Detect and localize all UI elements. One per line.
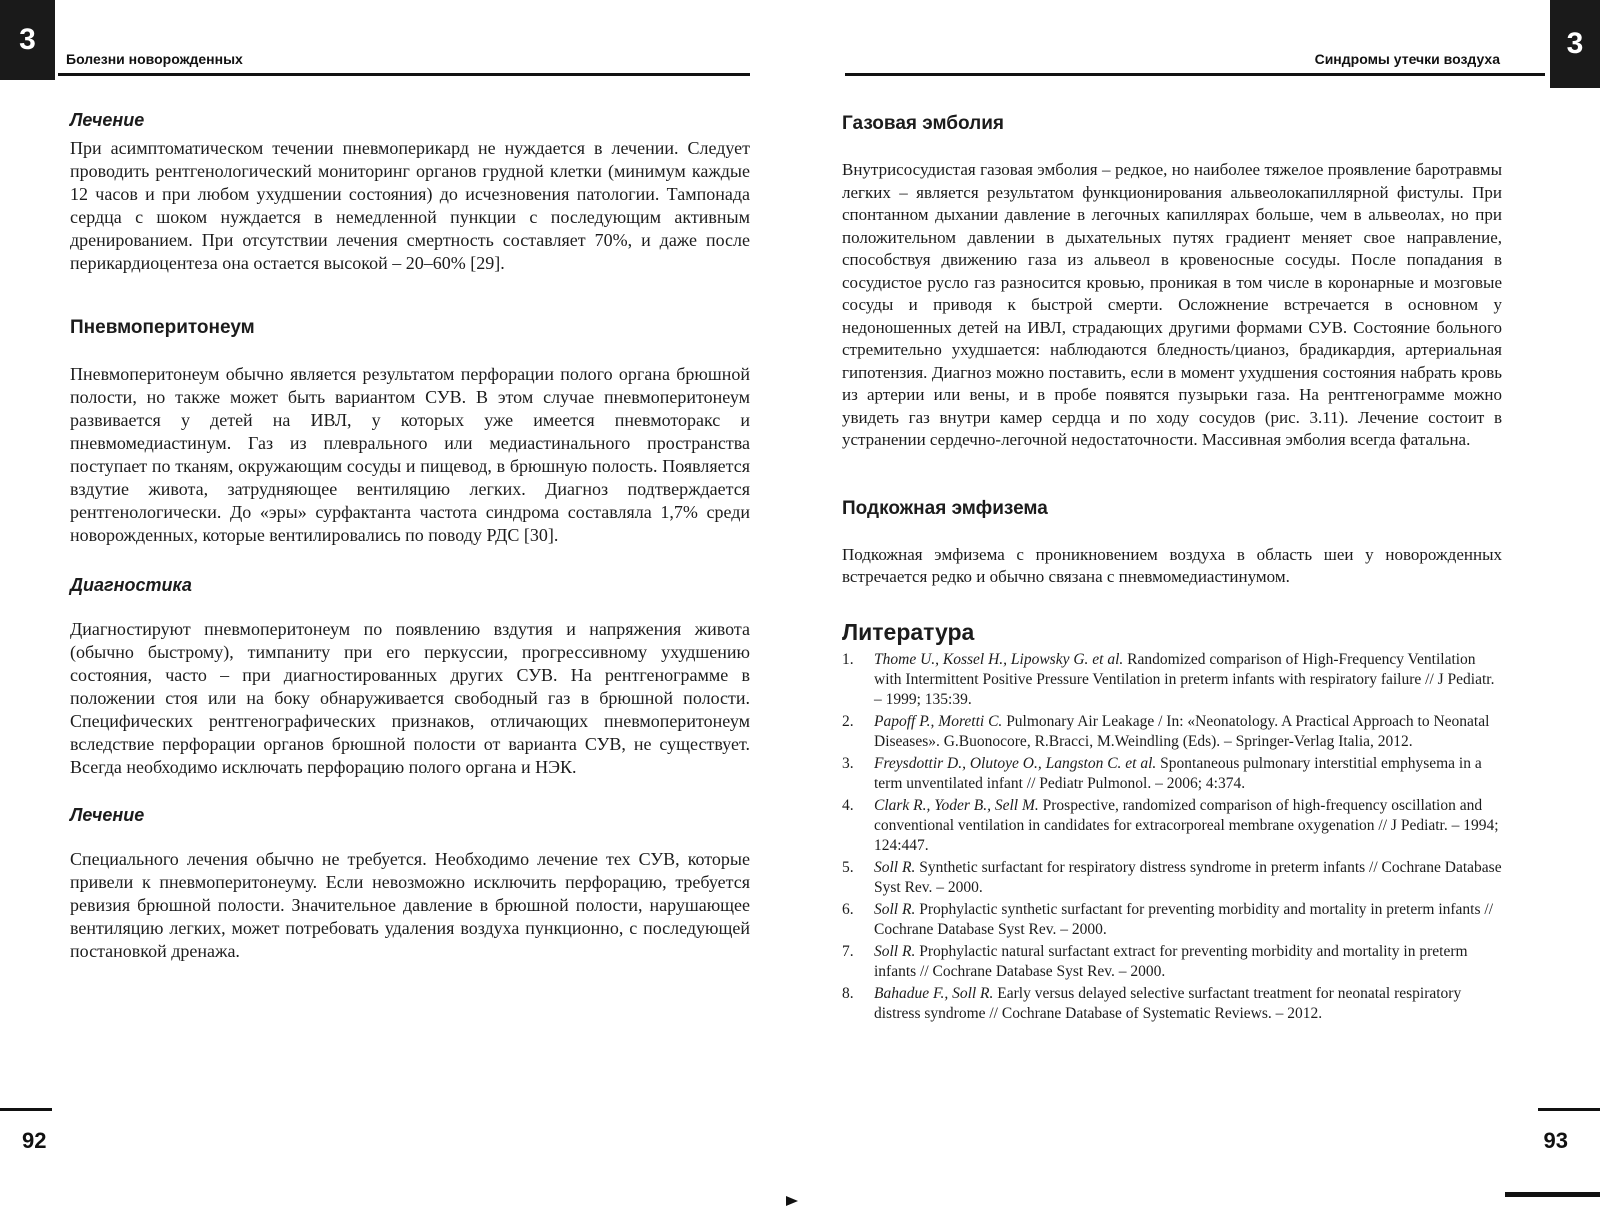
header-rule bbox=[845, 73, 1545, 76]
section-heading-pneumoperitoneum: Пневмоперитонеум bbox=[70, 317, 255, 338]
reference-text: Spontaneous pulmonary interstitial emphysema in a term unventilated infant // Pediatr Pulmonol. – 2006; 4:374. bbox=[874, 754, 1482, 792]
reference-authors: Soll R. bbox=[874, 858, 916, 876]
reference-authors: Freysdottir D., Olutoye O., Langston C. et al. bbox=[874, 754, 1157, 772]
subheading-treatment: Лечение bbox=[70, 805, 145, 825]
footer-rule bbox=[1538, 1108, 1600, 1111]
reference-text: Randomized comparison of High-Frequency Ventilation with Intermittent Positive Pressure Ventilation in preterm infants with respiratory failure // J Pediatr. – 1999; 135:39. bbox=[874, 650, 1495, 708]
reference-item bbox=[842, 796, 1502, 856]
running-head: Синдромы утечки воздуха bbox=[1314, 51, 1500, 67]
reference-text: Prophylactic natural surfactant extract for preventing morbidity and mortality in preterm infants // Cochrane Database Syst Rev. – 2000. bbox=[874, 942, 1468, 980]
paragraph: Подкожная эмфизема с проникновением воздуха в область шеи у новорожденных встречается редко и обычно связана с пневмомедиастинумом. bbox=[842, 544, 1502, 586]
reference-item bbox=[842, 712, 1502, 752]
paragraph: Пневмоперитонеум обычно является результатом перфорации полого органа брюшной полости, но также может быть вариантом СУВ. В этом случае пневмоперитонеум развивается у детей на ИВЛ, у которых уже имеется пневмоторакс и пневмомедиастинум. Газ из плеврального или медиастинального пространства поступает по тканям, окружающим сосуды и пищевод, в брюшную полость. Появляется вздутие живота, затрудняющее вентиляцию легких. Диагноз подтверждается рентгенологически. До «эры» сурфактанта частота синдрома составляла 1,7% среди новорожденных, которые вентилировались по поводу РДС [30]. bbox=[70, 364, 750, 545]
footer-rule bbox=[0, 1108, 52, 1111]
chapter-tab: 3 bbox=[0, 0, 55, 80]
paragraph: Специального лечения обычно не требуется. Необходимо лечение тех СУВ, которые привели к пневмоперитонеуму. Если невозможно исключить перфорацию, требуется ревизия брюшной полости. Значительное давление в брюшной полости, нарушающее вентиляцию легких, может потребовать удаления воздуха пункционно, с последующей постановкой дренажа. bbox=[70, 849, 750, 961]
references-list bbox=[842, 650, 1502, 1024]
paragraph: При асимптоматическом течении пневмоперикард не нуждается в лечении. Следует проводить рентгенологический мониторинг органов грудной клетки (минимум каждые 12 часов и при любом ухудшении состояния) до исчезновения патологии. Тампонада сердца с шоком нуждается в немедленной пункции с последующим активным дренированием. При отсутствии лечения смертность составляет 70%, и даже после перикардиоцентеза она остается высокой – 20–60% [29]. bbox=[70, 138, 750, 273]
gutter-arrow-mark bbox=[786, 1196, 798, 1206]
reference-number: 8. bbox=[842, 984, 854, 1002]
page-number: 92 bbox=[22, 1128, 47, 1153]
reference-number: 4. bbox=[842, 796, 854, 814]
page-number: 93 bbox=[1543, 1128, 1568, 1153]
reference-number: 5. bbox=[842, 858, 854, 876]
reference-item bbox=[842, 900, 1502, 940]
header-rule bbox=[58, 73, 750, 76]
reference-authors: Bahadue F., Soll R. bbox=[874, 984, 994, 1002]
right-page bbox=[800, 0, 1600, 1232]
reference-number: 2. bbox=[842, 712, 854, 730]
reference-authors: Clark R., Yoder B., Sell M. bbox=[874, 796, 1039, 814]
reference-text: Prophylactic synthetic surfactant for preventing morbidity and mortality in preterm infants // Cochrane Database Syst Rev. – 2000. bbox=[874, 900, 1493, 938]
subheading-treatment: Лечение bbox=[70, 110, 145, 130]
text-column bbox=[842, 113, 1502, 1026]
reference-authors: Papoff P., Moretti C. bbox=[874, 712, 1003, 730]
text-column bbox=[70, 110, 750, 963]
reference-item bbox=[842, 650, 1502, 710]
reference-item bbox=[842, 754, 1502, 794]
reference-number: 1. bbox=[842, 650, 854, 668]
chapter-tab: 3 bbox=[1550, 0, 1600, 88]
paragraph: Диагностируют пневмоперитонеум по появлению вздутия и напряжения живота (обычно быстрому), тимпаниту при его перкуссии, прогрессивному ухудшению состояния, часто – при диагностированных других СУВ. На рентгенограмме в положении стоя или на боку обнаруживается свободный газ в брюшной полости. Специфических рентгенографических признаков, отличающих пневмоперитонеум вследствие перфорации органов брюшной полости от варианта СУВ, не существует. Всегда необходимо исключать перфорацию полого органа и НЭК. bbox=[70, 619, 750, 777]
reference-authors: Soll R. bbox=[874, 900, 916, 918]
reference-authors: Thome U., Kossel H., Lipowsky G. et al. bbox=[874, 650, 1124, 668]
reference-authors: Soll R. bbox=[874, 942, 916, 960]
reference-number: 6. bbox=[842, 900, 854, 918]
bottom-edge-bar bbox=[1505, 1192, 1600, 1197]
subheading-diagnostics: Диагностика bbox=[70, 575, 192, 595]
running-head: Болезни новорожденных bbox=[66, 51, 243, 67]
reference-item bbox=[842, 858, 1502, 898]
reference-text: Synthetic surfactant for respiratory distress syndrome in preterm infants // Cochrane Database Syst Rev. – 2000. bbox=[874, 858, 1502, 896]
reference-text: Pulmonary Air Leakage / In: «Neonatology. A Practical Approach to Neonatal Diseases». G.Buonocore, R.Bracci, M.Weindling (Eds). – Springer-Verlag Italia, 2012. bbox=[874, 712, 1490, 750]
reference-text: Early versus delayed selective surfactant treatment for neonatal respiratory distress syndrome // Cochrane Database of Systematic Reviews. – 2012. bbox=[874, 984, 1462, 1022]
reference-item bbox=[842, 942, 1502, 982]
references-heading: Литература bbox=[842, 618, 975, 645]
paragraph: Внутрисосудистая газовая эмболия – редкое, но наиболее тяжелое проявление баротравмы легких – является результатом функционирования альвеолокапиллярной фистулы. При спонтанном дыхании давление в легочных капиллярах больше, чем в альвеолах, но при положительном давлении в дыхательных путях градиент меняет свое направление, способствуя движению газа из альвеол в кровеносные сосуды. После попадания в сосудистое русло газ разносится кровью, проникая в том числе в коронарные и мозговые сосуды и приводя к быстрой смерти. Осложнение встречается в основном у недоношенных детей на ИВЛ, страдающих другими формами СУВ. Состояние больного стремительно ухудшается: наблюдаются бледность/цианоз, брадикардия, артериальная гипотензия. Диагноз можно поставить, если в момент ухудшения состояния набрать кровь из артерии или вены, и в пробе появятся пузырьки газа. На рентгенограмме можно увидеть газ внутри камер сердца и по ходу сосудов (рис. 3.11). Лечение состоит в устранении сердечно-легочной недостаточности. Массивная эмболия всегда фатальна. bbox=[842, 160, 1502, 449]
reference-number: 3. bbox=[842, 754, 854, 772]
section-heading-subcutaneous-emphysema: Подкожная эмфизема bbox=[842, 497, 1048, 519]
reference-item bbox=[842, 984, 1502, 1024]
section-heading-gas-embolism: Газовая эмболия bbox=[842, 113, 1005, 134]
reference-number: 7. bbox=[842, 942, 854, 960]
reference-text: Prospective, randomized comparison of high-frequency oscillation and conventional ventilation in candidates for extracorporeal membrane oxygenation // J Pediatr. – 1994; 124:447. bbox=[874, 796, 1499, 854]
